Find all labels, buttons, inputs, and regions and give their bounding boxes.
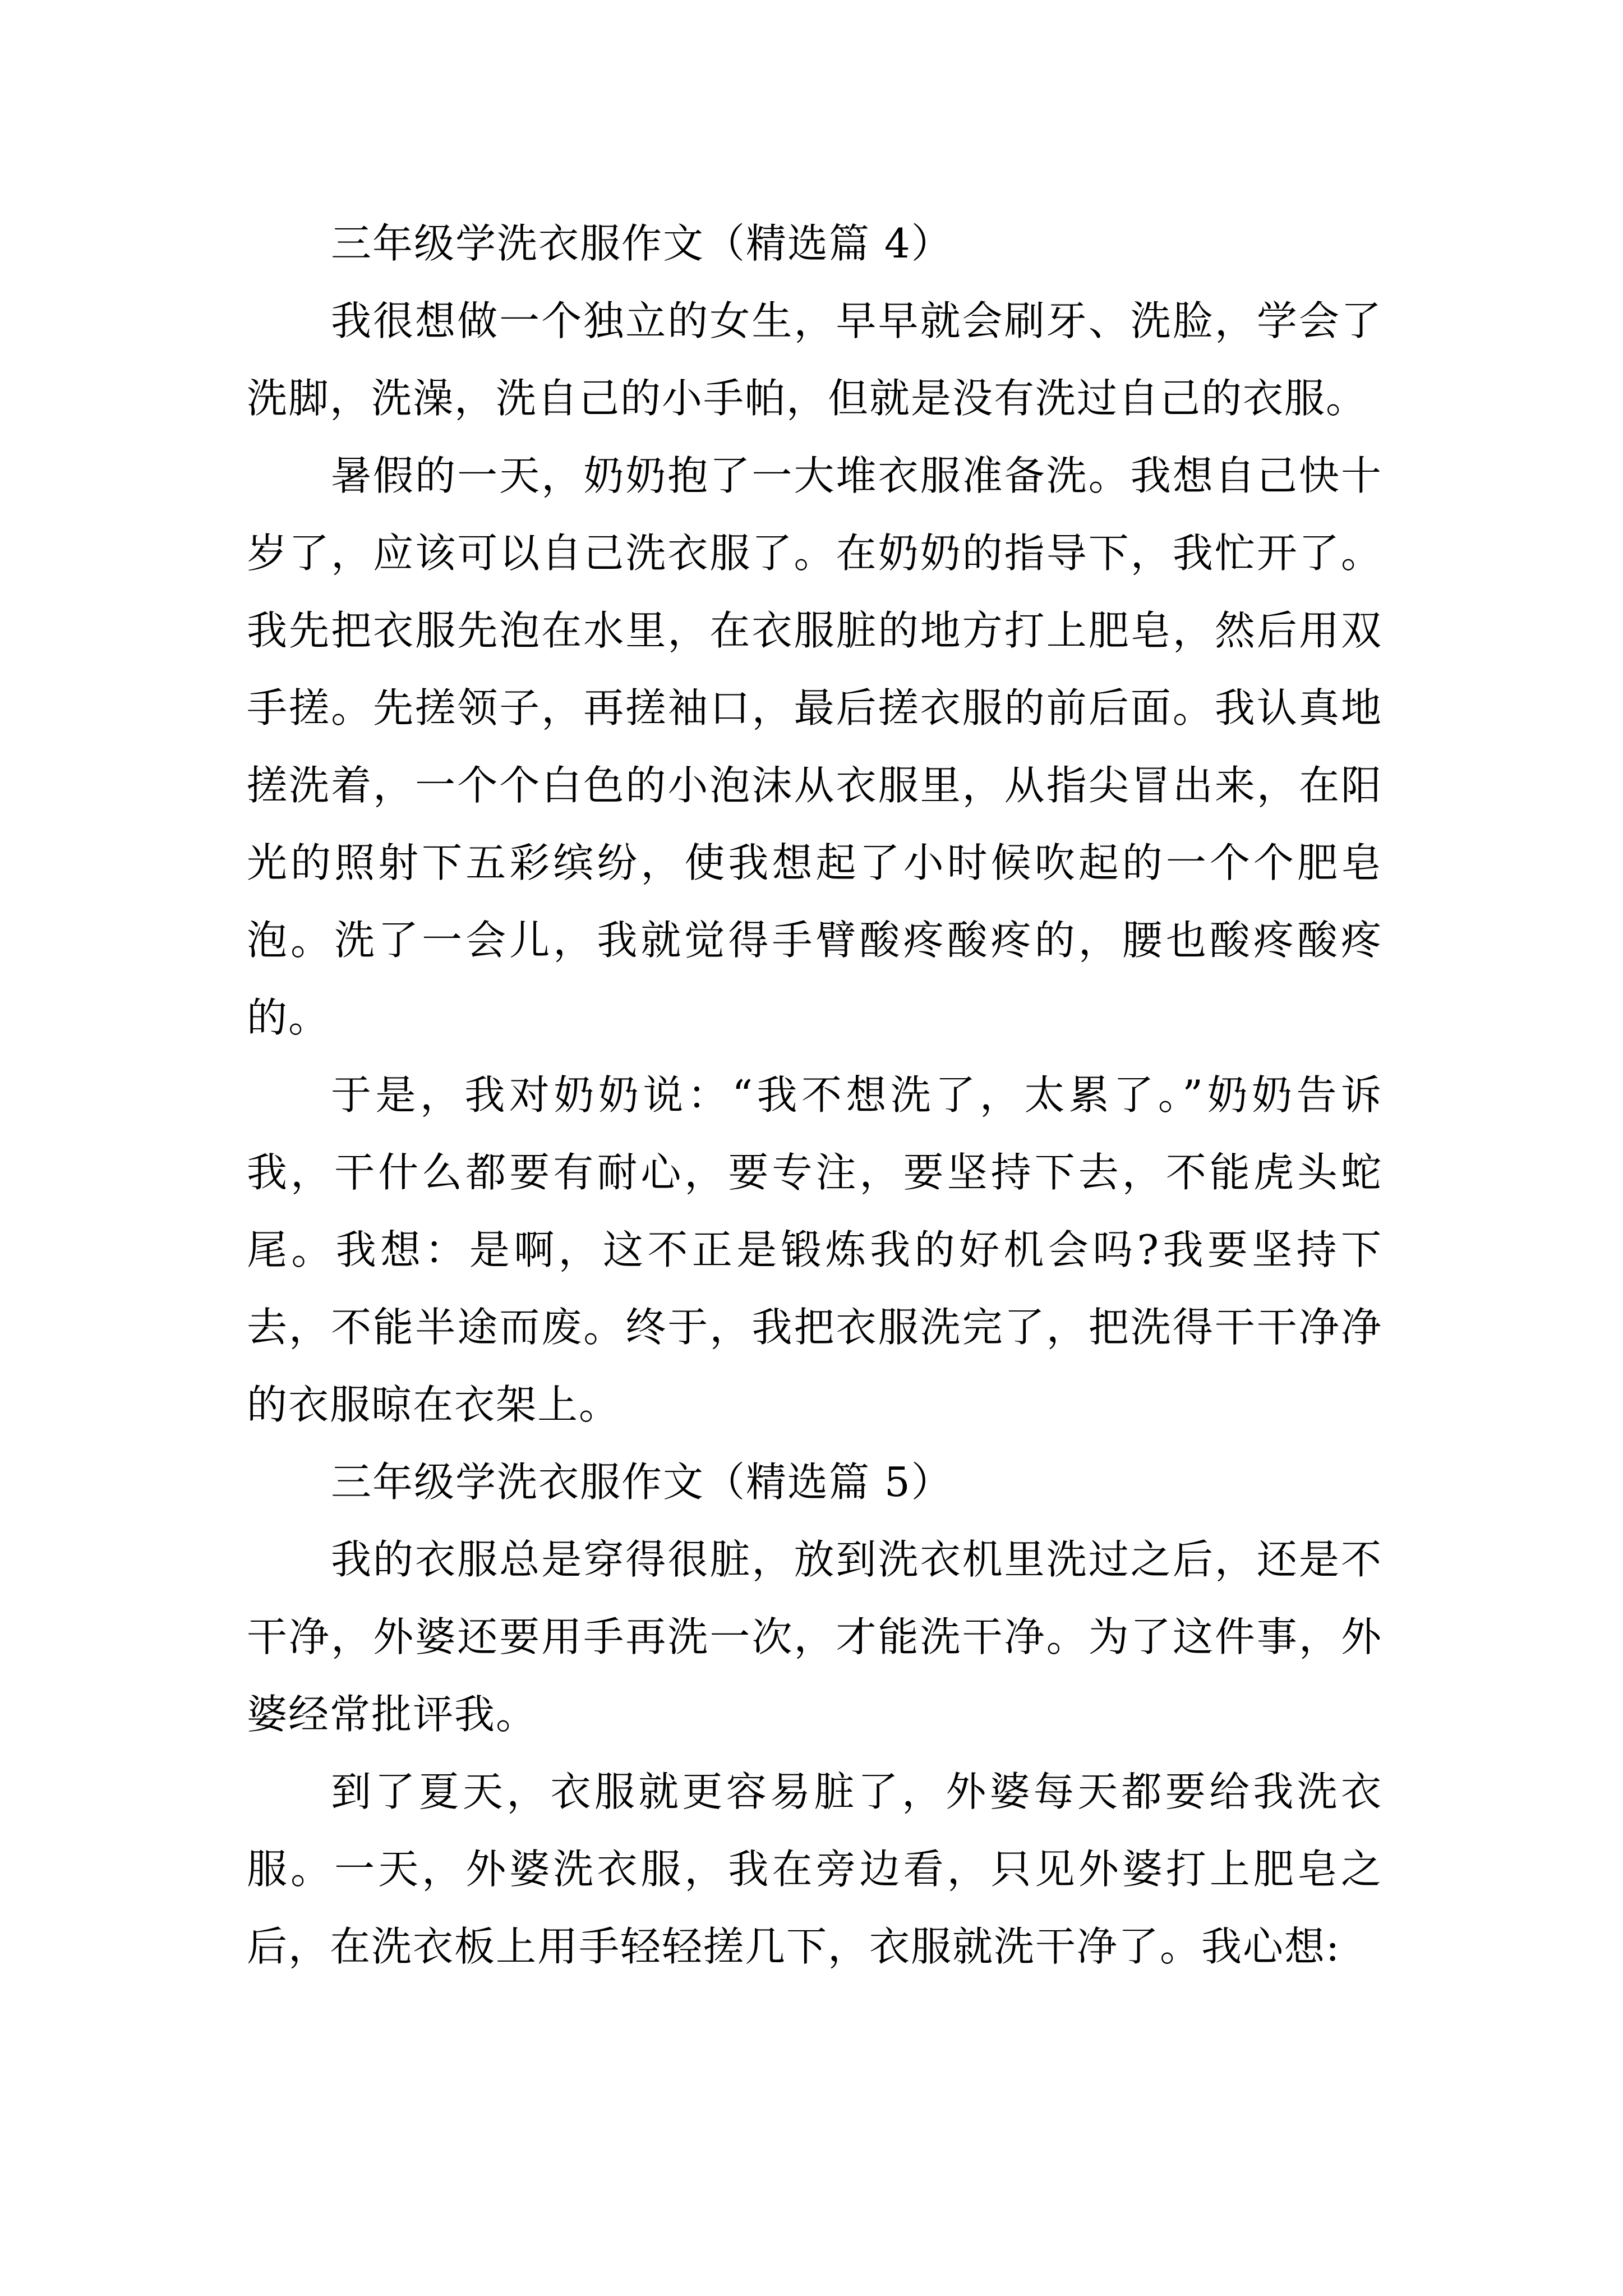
paragraph-5: 到了夏天，衣服就更容易脏了，外婆每天都要给我洗衣服。一天，外婆洗衣服，我在旁边看，只见外婆打上肥皂之后，在洗衣板上用手轻轻搓几下，衣服就洗干净了。我心想: <box>247 1768 1382 1970</box>
paragraph-3: 于是，我对奶奶说：“我不想洗了，太累了。”奶奶告诉我，干什么都要有耐心，要专注，要坚持下去，不能虎头蛇尾。我想：是啊，这不正是锻炼我的好机会吗?我要坚持下去，不能半途而废。终于，我把衣服洗完了，把洗得干干净净的衣服晾在衣架上。 <box>247 1071 1382 1428</box>
paragraph-4: 我的衣服总是穿得很脏，放到洗衣机里洗过之后，还是不干净，外婆还要用手再洗一次，才能洗干净。为了这件事，外婆经常批评我。 <box>247 1536 1382 1738</box>
document-body <box>247 205 1382 1985</box>
section-heading-4: 三年级学洗衣服作文（精选篇 4） <box>331 220 953 267</box>
section-heading-5: 三年级学洗衣服作文（精选篇 5） <box>331 1458 953 1506</box>
paragraph-1: 我很想做一个独立的女生，早早就会刷牙、洗脸，学会了洗脚，洗澡，洗自己的小手帕，但就是没有洗过自己的衣服。 <box>247 297 1382 422</box>
paragraph-2: 暑假的一天，奶奶抱了一大堆衣服准备洗。我想自己快十岁了，应该可以自己洗衣服了。在奶奶的指导下，我忙开了。我先把衣服先泡在水里，在衣服脏的地方打上肥皂，然后用双手搓。先搓领子，再搓袖口，最后搓衣服的前后面。我认真地搓洗着，一个个白色的小泡沫从衣服里，从指尖冒出来，在阳光的照射下五彩缤纷，使我想起了小时候吹起的一个个肥皂泡。洗了一会儿，我就觉得手臂酸疼酸疼的，腰也酸疼酸疼的。 <box>247 452 1382 1041</box>
